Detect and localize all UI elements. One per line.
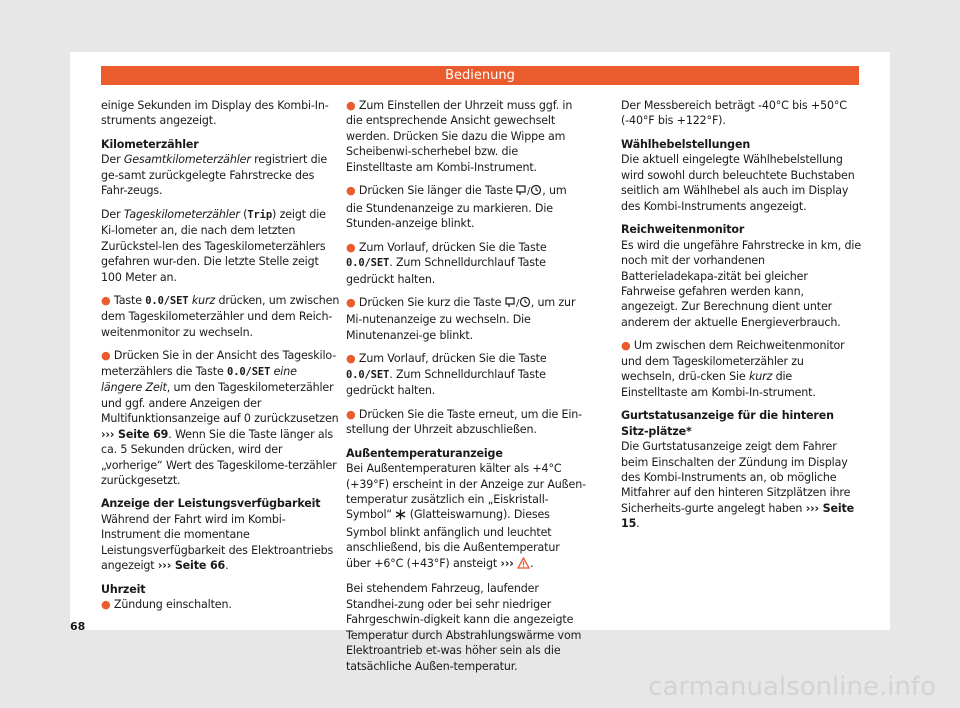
column-right bbox=[621, 98, 861, 540]
paragraph: einige Sekunden im Display des Kombi-In-struments angezeigt. bbox=[101, 99, 329, 128]
bullet-item: ● Drücken Sie die Taste erneut, um die Ein-stellung der Uhrzeit abzuschließen. bbox=[346, 407, 583, 437]
page-reference-link[interactable]: ››› Seite 15 bbox=[621, 501, 855, 531]
svg-text:/: / bbox=[527, 186, 531, 197]
set-key-label: 0.0/SET bbox=[346, 368, 390, 381]
column-middle bbox=[346, 98, 586, 682]
bullet-icon: ● bbox=[101, 293, 111, 307]
set-key-label: 0.0/SET bbox=[145, 294, 189, 307]
warning-triangle-icon bbox=[517, 557, 530, 573]
paragraph: Die aktuell eingelegte Wählhebelstellung wird sowohl durch beleuchtete Buchstaben seitlich am Wählhebel als auch im Display des Kombi-Instruments angezeigt. bbox=[621, 153, 855, 213]
bullet-item: ● Zum Einstellen der Uhrzeit muss ggf. in die entsprechende Ansicht gewechselt werden. Drücken Sie dazu die Wippe am Scheibenwi-scherhebel bzw. die Einstelltaste am Kombi-Instrument. bbox=[346, 99, 573, 174]
bullet-icon: ● bbox=[101, 349, 111, 363]
bullet-item: ● Drücken Sie länger die Taste / , um die Stundenanzeige zu markieren. Die Stunden-anzeige blinkt. bbox=[346, 184, 567, 231]
paragraph: Der Gesamtkilometerzähler registriert die ge-samt zurückgelegte Fahrstrecke des Fahr-zeugs. bbox=[101, 153, 328, 198]
clock-key-icon bbox=[505, 296, 531, 312]
heading-reichweitenmonitor: Reichweitenmonitor bbox=[621, 223, 745, 237]
paragraph: Bei stehendem Fahrzeug, laufender Standhei-zung oder bei sehr niedriger Fahrgeschwin-digkeit kann die angezeigte Temperatur durch Abstrahlungswärme vom Elektroantrieb et-was höher sein als die tatsächliche Außen-temperatur. bbox=[346, 582, 582, 673]
heading-kilometerzaehler: Kilometerzähler bbox=[101, 137, 199, 151]
bullet-icon: ● bbox=[101, 598, 111, 612]
heading-aussentemperatur: Außentemperaturanzeige bbox=[346, 446, 503, 460]
heading-gurtstatusanzeige: Gurtstatusanzeige für die hinteren Sitz-plätze* bbox=[621, 409, 834, 438]
bullet-icon: ● bbox=[346, 407, 356, 421]
clock-key-icon bbox=[516, 184, 542, 200]
paragraph: Es wird die ungefähre Fahrstrecke in km, die noch mit der vorhandenen Batterieladekapa-zität bei gleicher Fahrweise gefahren werden kann, angezeigt. Zur Berechnung dient unter anderem der aktuelle Energieverbrauch. bbox=[621, 238, 861, 329]
set-key-label: 0.0/SET bbox=[346, 257, 390, 270]
page-number: 68 bbox=[70, 620, 86, 633]
heading-waehlhebelstellungen: Wählhebelstellungen bbox=[621, 137, 751, 151]
bullet-icon: ● bbox=[621, 339, 631, 353]
paragraph: Während der Fahrt wird im Kombi-Instrument die momentane Leistungsverfügbarkeit des Elektroantriebs angezeigt ››› Seite 66. bbox=[101, 512, 334, 573]
paragraph: Bei Außentemperaturen kälter als +4°C (+39°F) erscheint in der Anzeige zur Außen-temperatur zusätzlich ein „Eiskristall-Symbol“ (Glatteiswarnung). Dieses Symbol blinkt anfänglich und leuchtet anschließend, bis die Außentemperatur über +6°C (+43°F) ansteigt ››› . bbox=[346, 461, 586, 573]
page-reference-link[interactable]: ››› Seite 69 bbox=[101, 427, 169, 441]
heading-leistungsverfuegbarkeit: Anzeige der Leistungsverfügbarkeit bbox=[101, 497, 321, 511]
column-left bbox=[101, 98, 341, 621]
bullet-item: ● Um zwischen dem Reichweitenmonitor und dem Tageskilometerzähler zu wechseln, drü-cken Sie kurz die Einstelltaste am Kombi-In-strument. bbox=[621, 339, 845, 399]
watermark: carmanualsonline.info bbox=[648, 672, 936, 702]
bullet-icon: ● bbox=[346, 240, 356, 254]
warning-reference-link[interactable]: ››› bbox=[500, 556, 514, 570]
bullet-icon: ● bbox=[346, 99, 356, 112]
heading-uhrzeit: Uhrzeit bbox=[101, 582, 146, 596]
bullet-item: ● Drücken Sie kurz die Taste / , um zur Mi-nutenanzeige zu wechseln. Die Minutenanzei-ge blinkt. bbox=[346, 295, 576, 342]
bullet-icon: ● bbox=[346, 184, 356, 198]
bullet-item: ● Zündung einschalten. bbox=[101, 598, 232, 612]
snowflake-icon bbox=[395, 509, 406, 524]
bullet-item: ● Zum Vorlauf, drücken Sie die Taste 0.0/SET. Zum Schnelldurchlauf Taste gedrückt halten. bbox=[346, 240, 547, 286]
bullet-item: ● Drücken Sie in der Ansicht des Tageskilo-meterzählers die Taste 0.0/SET eine längere Zeit, um den Tageskilometerzähler und ggf. andere Anzeigen der Multifunktionsanzeige auf 0 zurückzusetzen ››› Seite 69. Wenn Sie die Taste länger als ca. 5 Sekunden drücken, wird der „vorherige“ Wert des Tageskilome-terzähler zurückgesetzt. bbox=[101, 349, 339, 487]
bullet-item: ● Zum Vorlauf, drücken Sie die Taste 0.0/SET. Zum Schnelldurchlauf Taste gedrückt halten. bbox=[346, 352, 547, 398]
section-banner: Bedienung bbox=[101, 66, 859, 85]
bullet-item: ● Taste 0.0/SET kurz drücken, um zwischen dem Tageskilometerzähler und dem Reich-weitenmonitor zu wechseln. bbox=[101, 293, 340, 339]
trip-label: Trip bbox=[247, 208, 273, 221]
bullet-icon: ● bbox=[346, 295, 356, 309]
set-key-label: 0.0/SET bbox=[227, 365, 271, 378]
paragraph: Der Messbereich beträgt -40°C bis +50°C (-40°F bis +122°F). bbox=[621, 99, 847, 128]
paragraph: Der Tageskilometerzähler (Trip) zeigt die Ki-lometer an, die nach dem letzten Zurückstel-len des Tageskilometerzählers gefahren wur-den. Die letzte Stelle zeigt 100 Meter an. bbox=[101, 207, 326, 284]
svg-text:/: / bbox=[515, 297, 519, 308]
bullet-icon: ● bbox=[346, 352, 356, 366]
page-reference-link[interactable]: ››› Seite 66 bbox=[157, 559, 226, 573]
paragraph: Die Gurtstatusanzeige zeigt dem Fahrer beim Einschalten der Zündung im Display des Kombi-Instruments an, ob mögliche Mitfahrer auf den hinteren Sitzplätzen ihre Sicherheits-gurte angelegt haben ››› Seite 15. bbox=[621, 440, 855, 531]
